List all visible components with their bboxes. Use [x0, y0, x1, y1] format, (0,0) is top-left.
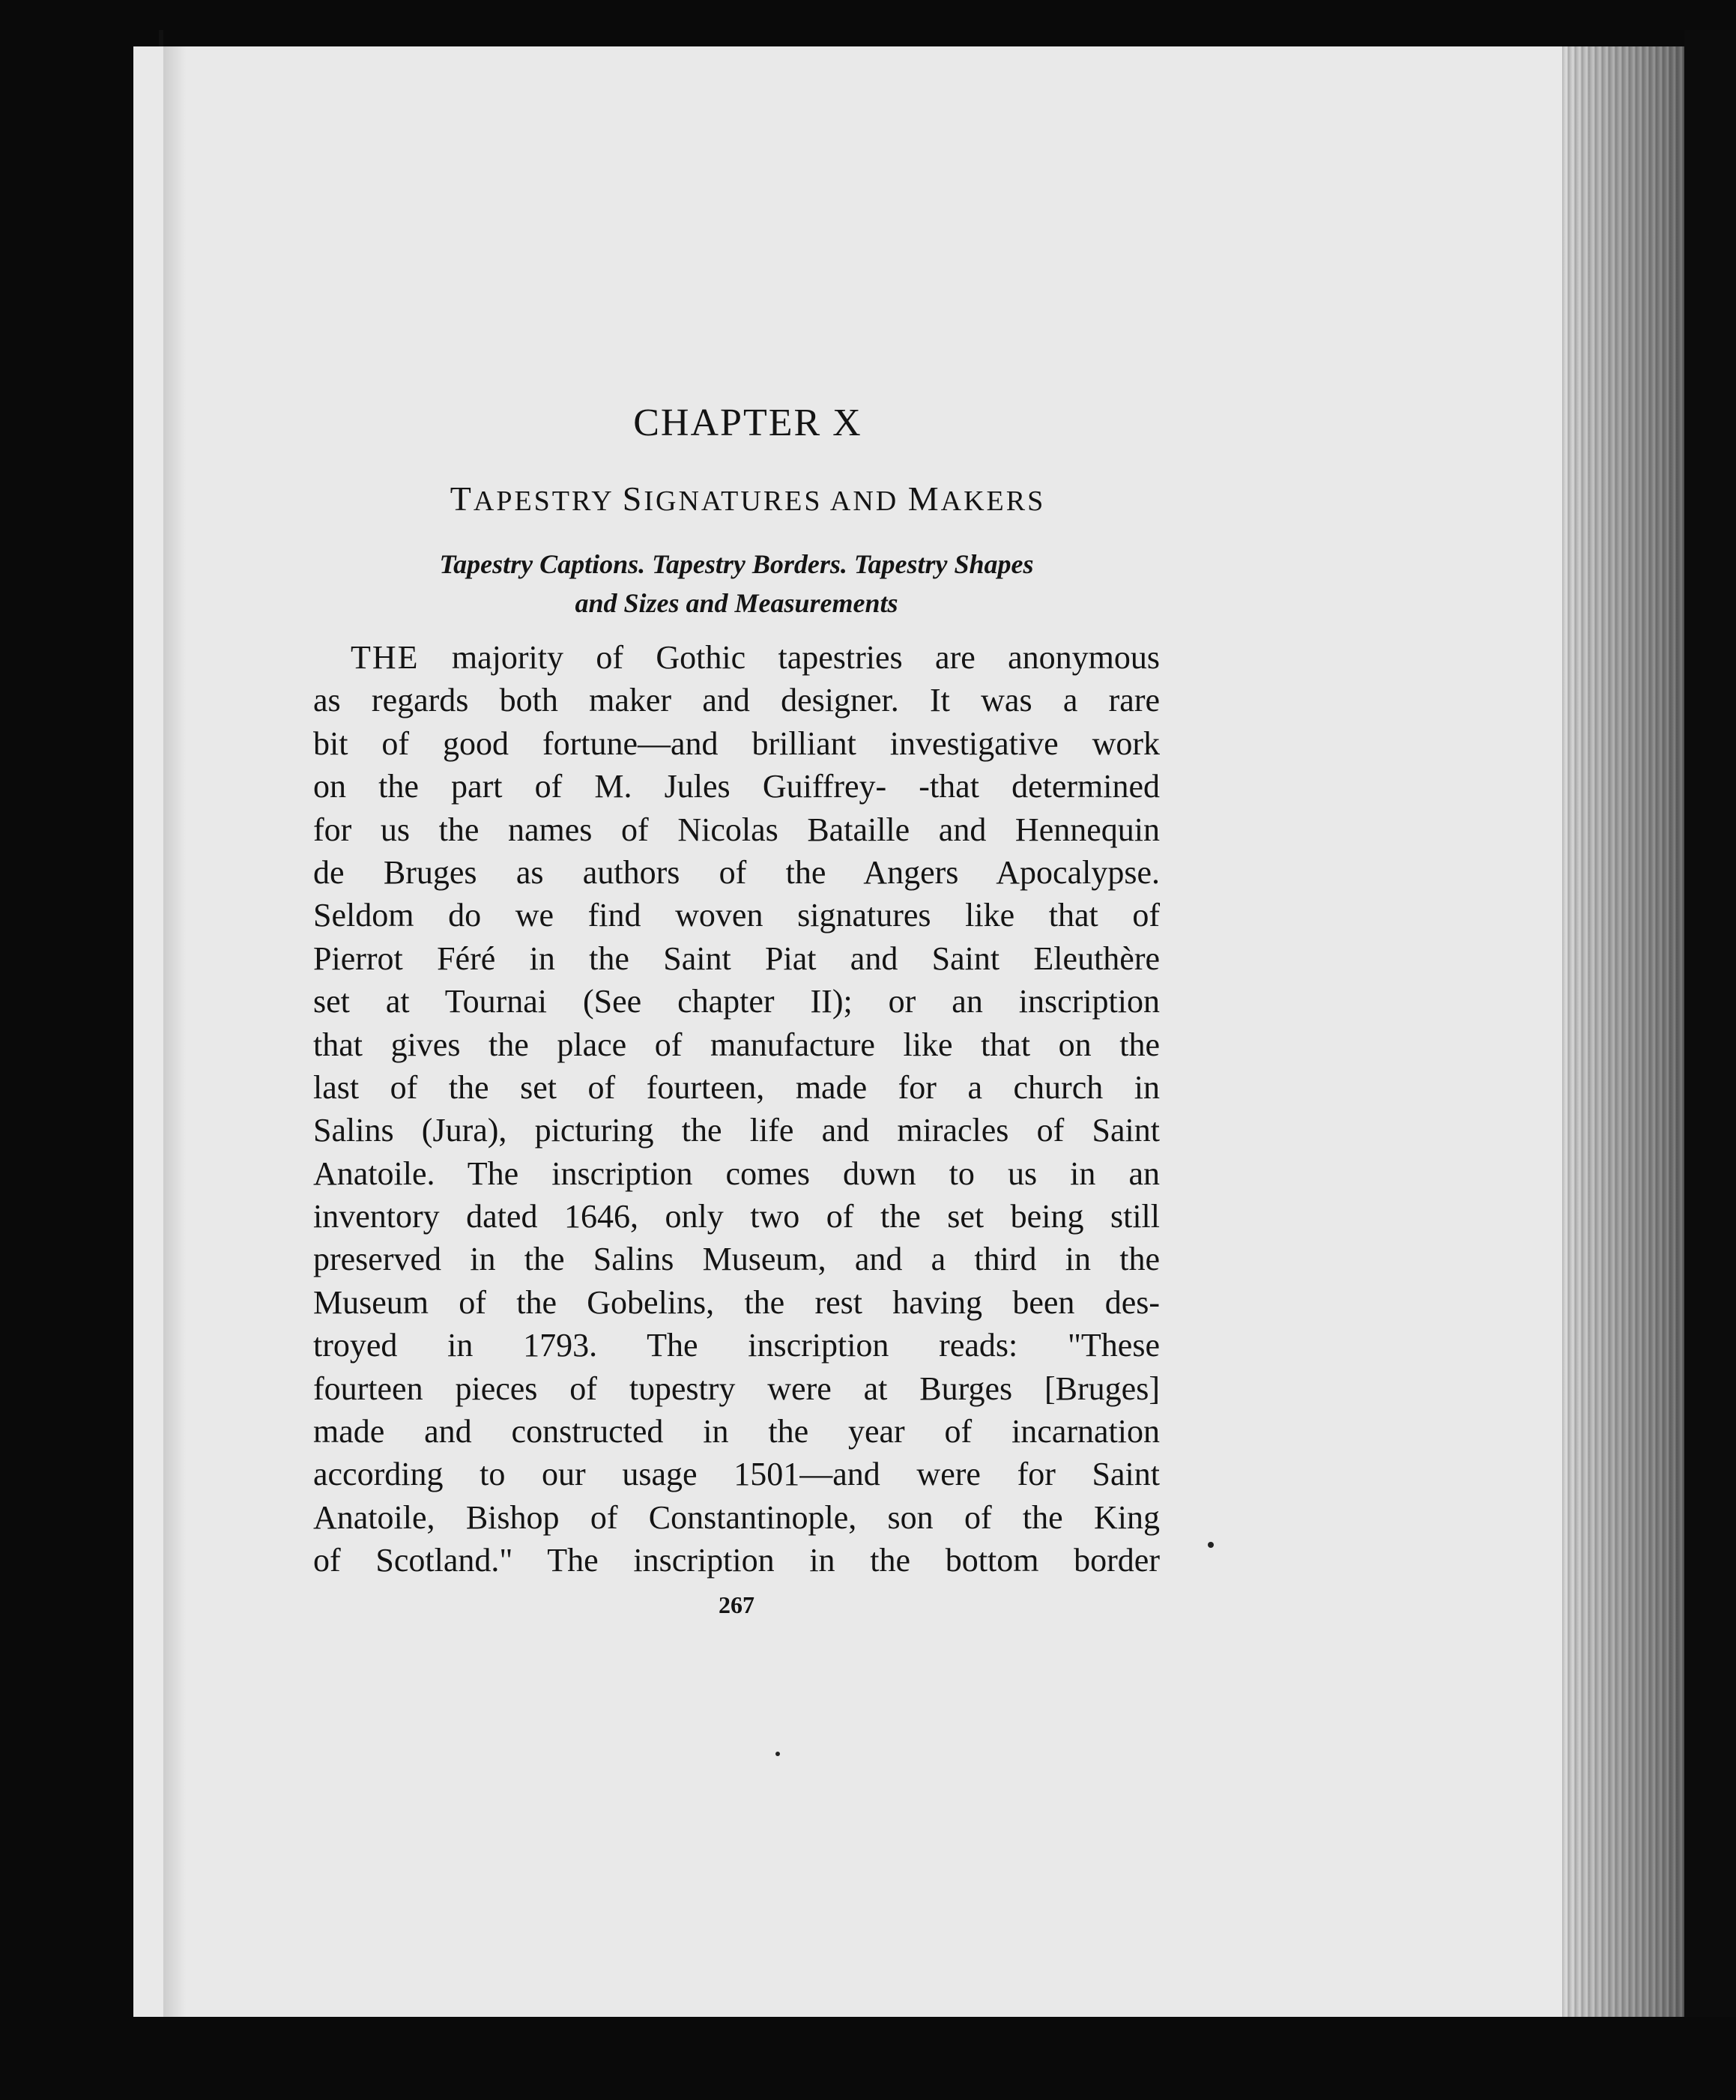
section-title-word: APESTRY [473, 485, 614, 517]
text-line: set at Tournai (See chapter II); or an inscription [313, 983, 1160, 1020]
text-line: Salins (Jura), picturing the life and miracles of Saint [313, 1112, 1160, 1149]
chapter-heading: CHAPTER X [633, 402, 862, 444]
text-line: Museum of the Gobelins, the rest having been des- [313, 1283, 1160, 1321]
text-block [313, 390, 1160, 1621]
text-line: that gives the place of manufacture like that on the [313, 1026, 1160, 1063]
section-title-initial: S [622, 479, 644, 518]
section-title-initial: T [450, 479, 474, 518]
scan-border-right [1684, 30, 1736, 2038]
text-line: Anatoile. The inscription comes dυwn to us in an [313, 1155, 1160, 1192]
text-line-content: majority of Gothic tapestries are anonymous [419, 639, 1160, 676]
text-line: Pierrot Féré in the Saint Piat and Saint Eleuthère [313, 939, 1160, 977]
section-title-word: AND [829, 485, 899, 517]
section-title-word: IGNATURES [644, 485, 823, 517]
scan-speck [775, 1752, 780, 1756]
text-line: bit of good fortune—and brilliant investigative work [313, 724, 1160, 762]
text-line: fourteen pieces of tυpestry were at Burges [Bruges] [313, 1370, 1160, 1407]
text-line: Anatoile, Bishop of Constantinople, son of the King [313, 1498, 1160, 1536]
text-line: according to our usage 1501—and were for Saint [313, 1456, 1160, 1493]
text-line [313, 636, 1160, 679]
text-line: of Scotland." The inscription in the bottom border [313, 1542, 1160, 1579]
scan-border-bottom [133, 2017, 1736, 2100]
chapter-subtitle [313, 545, 1160, 623]
section-title-initial: M [907, 479, 941, 518]
text-line: last of the set of fourteen, made for a church in [313, 1068, 1160, 1106]
subtitle-line: and Sizes and Measurements [575, 588, 898, 618]
text-line: made and constructed in the year of incarnation [313, 1413, 1160, 1450]
scan-speck [1208, 1542, 1214, 1548]
page-number: 267 [719, 1591, 754, 1618]
section-title [336, 476, 1160, 524]
gutter-shadow [163, 46, 186, 2017]
text-line: on the part of M. Jules Guiffrey- -that determined [313, 768, 1160, 805]
text-line: inventory dated 1646, only two of the set being still [313, 1198, 1160, 1235]
subtitle-line: Tapestry Captions. Tapestry Borders. Tapestry Shapes [439, 549, 1034, 579]
body-paragraph [313, 636, 1160, 1582]
text-line: troyed in 1793. The inscription reads: "These [313, 1327, 1160, 1364]
text-line: for us the names of Nicolas Bataille and Hennequin [313, 811, 1160, 848]
text-line: as regards both maker and designer. It was a rare [313, 682, 1160, 719]
text-line: preserved in the Salins Museum, and a third in the [313, 1241, 1160, 1278]
drop-word: THE [351, 639, 420, 676]
text-line: de Bruges as authors of the Angers Apocalypse. [313, 853, 1160, 891]
text-line: Seldom do we find woven signatures like that of [313, 897, 1160, 934]
section-title-word: AKERS [940, 485, 1046, 517]
